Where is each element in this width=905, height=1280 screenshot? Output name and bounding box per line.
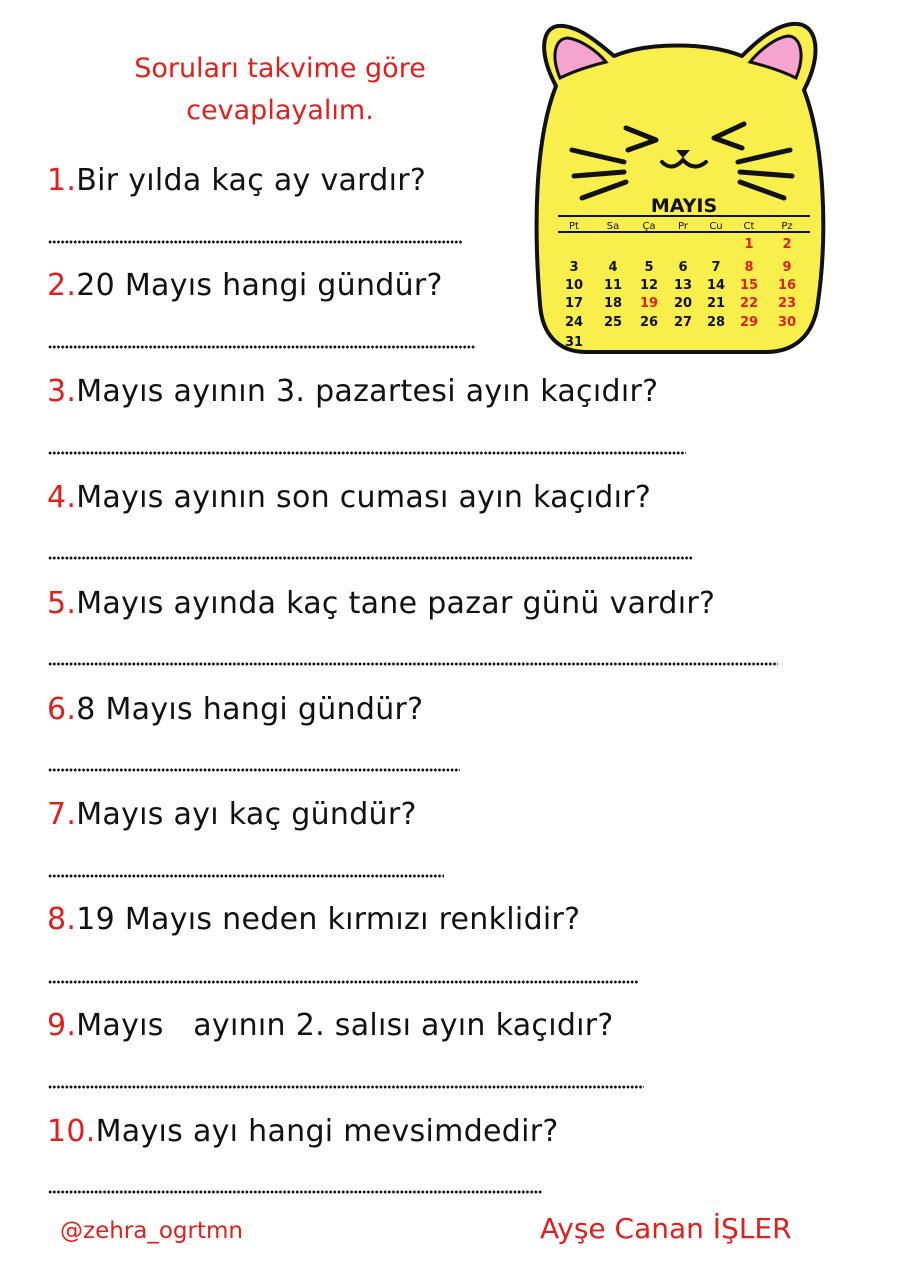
- question-number: 1.: [47, 163, 77, 198]
- question-4: [47, 480, 651, 515]
- question-10: [47, 1114, 559, 1149]
- calendar-weekday-label: Pz: [781, 221, 793, 232]
- calendar-day: 14: [706, 278, 726, 293]
- instructions-line-2: cevaplayalım.: [186, 95, 374, 126]
- cat-calendar-illustration: [528, 12, 828, 358]
- calendar-day: 18: [603, 296, 623, 311]
- calendar-day: 24: [564, 315, 584, 330]
- social-handle: @zehra_ogrtmn: [60, 1218, 243, 1244]
- answer-line-2: [48, 345, 476, 349]
- question-text: 19 Mayıs neden kırmızı renklidir?: [76, 902, 581, 937]
- calendar-weekday-label: Ct: [743, 221, 755, 232]
- calendar-day: 19: [639, 296, 659, 311]
- calendar-day: 17: [564, 296, 584, 311]
- calendar-day: 31: [564, 335, 584, 350]
- answer-line-3: [48, 451, 686, 455]
- calendar-day: 3: [569, 260, 579, 275]
- answer-line-6: [48, 768, 460, 772]
- calendar-weekday-label: Pt: [569, 221, 579, 232]
- calendar-day: 15: [739, 278, 759, 293]
- calendar-day: 4: [608, 260, 618, 275]
- question-7: [47, 797, 417, 832]
- question-number: 8.: [47, 902, 77, 937]
- calendar-day: 1: [744, 237, 754, 252]
- calendar-weekday-label: Pr: [678, 221, 688, 232]
- calendar-day: 27: [673, 315, 693, 330]
- question-text: Mayıs ayı kaç gündür?: [76, 797, 417, 832]
- calendar-day: 7: [711, 260, 721, 275]
- question-text: Bir yılda kaç ay vardır?: [76, 163, 427, 198]
- question-text: Mayıs ayının son cuması ayın kaçıdır?: [76, 480, 652, 515]
- question-number: 7.: [47, 797, 77, 832]
- calendar-day: 21: [706, 296, 726, 311]
- calendar-day: 9: [782, 260, 792, 275]
- question-text: Mayıs ayı hangi mevsimdedir?: [95, 1114, 559, 1149]
- question-1: [47, 163, 426, 198]
- question-number: 3.: [47, 374, 77, 409]
- question-9: [47, 1008, 614, 1043]
- calendar-day: 6: [678, 260, 688, 275]
- calendar-day: 22: [739, 296, 759, 311]
- calendar-weekday-label: Sa: [606, 221, 620, 232]
- calendar-day: 29: [739, 315, 759, 330]
- instructions-line-1: Soruları takvime göre: [134, 53, 426, 84]
- author-name: Ayşe Canan İŞLER: [540, 1212, 792, 1245]
- question-number: 2.: [47, 268, 77, 303]
- question-number: 6.: [47, 692, 77, 727]
- answer-line-1: [48, 240, 462, 244]
- question-8: [47, 902, 580, 937]
- question-number: 9.: [47, 1008, 77, 1043]
- calendar-day: 13: [673, 278, 693, 293]
- calendar-day: 26: [639, 315, 659, 330]
- calendar-day: 12: [639, 278, 659, 293]
- question-number: 5.: [47, 586, 77, 621]
- question-text: 8 Mayıs hangi gündür?: [76, 692, 424, 727]
- answer-line-4: [48, 556, 692, 560]
- calendar-day: 16: [777, 278, 797, 293]
- question-5: [47, 586, 715, 621]
- calendar-day: 10: [564, 278, 584, 293]
- question-number: 10.: [47, 1114, 96, 1149]
- calendar-month-title: MAYIS: [650, 195, 718, 217]
- question-6: [47, 692, 423, 727]
- calendar-weekday-label: Ça: [642, 221, 656, 232]
- question-text: Mayıs ayında kaç tane pazar günü vardır?: [76, 586, 716, 621]
- calendar-day: 30: [777, 315, 797, 330]
- question-text: 20 Mayıs hangi gündür?: [76, 268, 443, 303]
- calendar-day: 2: [782, 237, 792, 252]
- calendar-weekday-label: Cu: [709, 221, 723, 232]
- question-2: [47, 268, 443, 303]
- worksheet-instructions: [80, 48, 480, 132]
- calendar-day: 25: [603, 315, 623, 330]
- calendar-day: 23: [777, 296, 797, 311]
- answer-line-10: [48, 1190, 542, 1194]
- calendar-day: 8: [744, 260, 754, 275]
- answer-line-9: [48, 1085, 644, 1089]
- calendar-day: 28: [706, 315, 726, 330]
- calendar-day: 11: [603, 278, 623, 293]
- answer-line-8: [48, 980, 638, 984]
- question-text: Mayıs ayının 2. salısı ayın kaçıdır?: [76, 1008, 614, 1043]
- question-text: Mayıs ayının 3. pazartesi ayın kaçıdır?: [76, 374, 659, 409]
- answer-line-5: [48, 662, 778, 666]
- answer-line-7: [48, 874, 444, 878]
- calendar-day: 20: [673, 296, 693, 311]
- question-number: 4.: [47, 480, 77, 515]
- question-3: [47, 374, 658, 409]
- calendar-day: 5: [644, 260, 654, 275]
